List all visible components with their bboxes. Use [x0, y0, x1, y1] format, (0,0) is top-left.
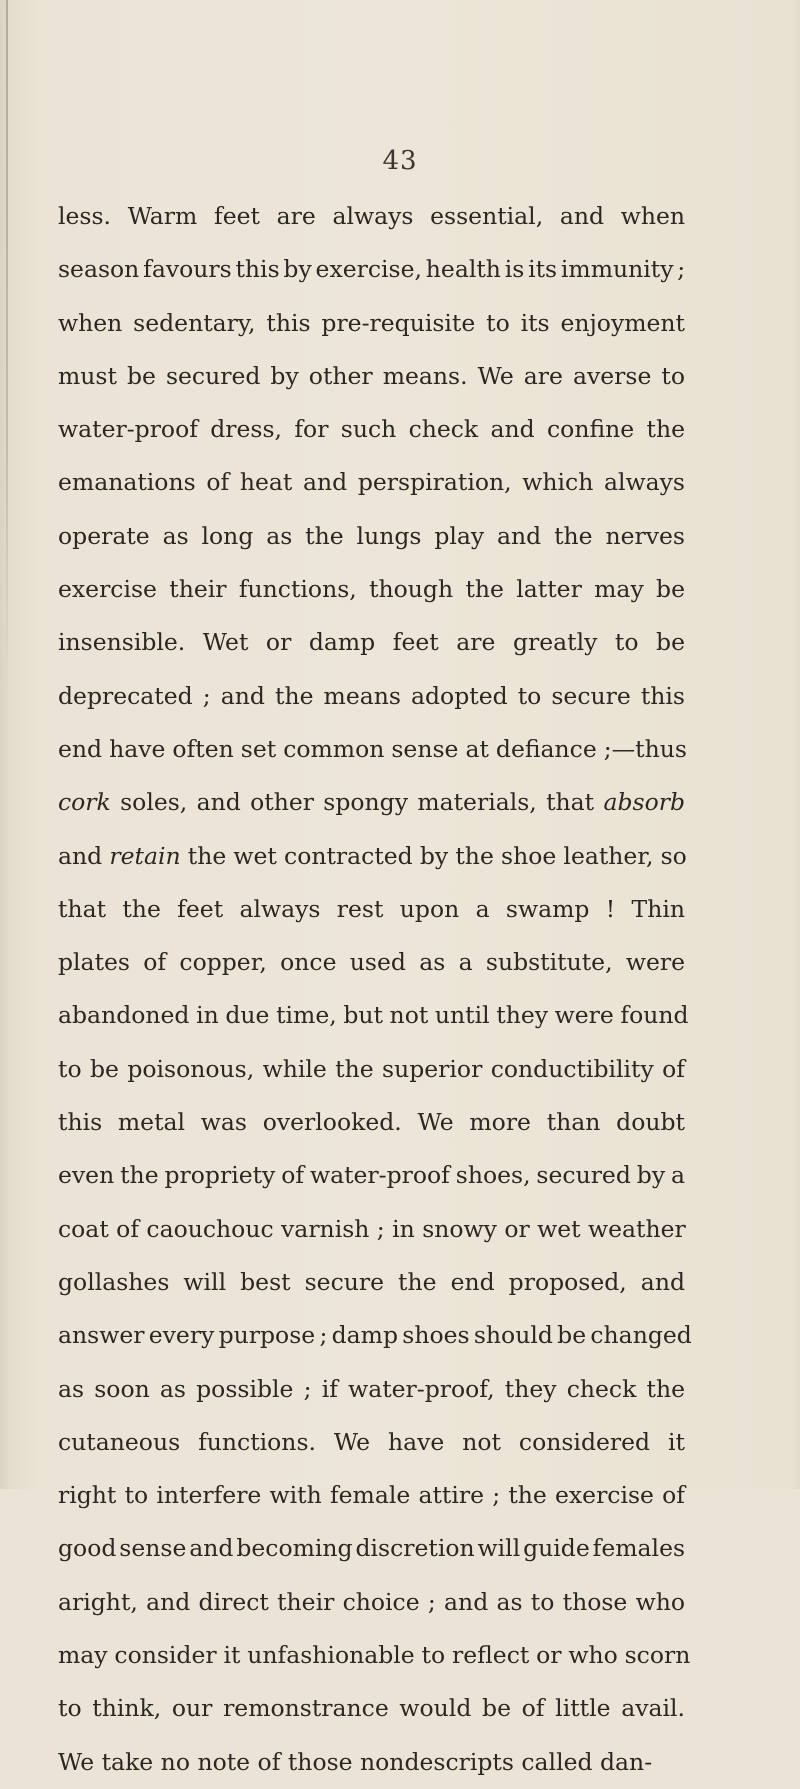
text-line-6: emanations of heat and perspiration, which always — [58, 468, 685, 497]
text-line-15: plates of copper, once used as a substitute, were — [58, 948, 685, 977]
text-line-12 — [58, 776, 685, 829]
text-line-13-rest: the wet contracted by the shoe leather, so — [180, 841, 687, 870]
text-line-4: must be secured by other means. We are averse to — [58, 361, 685, 390]
text-line-1: less. Warm feet are always essential, and when — [58, 202, 685, 230]
text-line-19: even the propriety of water-proof shoes, secured by a — [58, 1161, 685, 1190]
text-line-20: coat of caouchouc varnish ; in snowy or wet weather — [58, 1214, 686, 1243]
text-line-24: cutaneous functions. We have not considered it — [58, 1427, 685, 1456]
text-line-22: answer every purpose ; damp shoes should be changed — [58, 1321, 692, 1350]
text-line-11: end have often set common sense at defiance ;—thus — [58, 734, 687, 763]
italic-word-absorb: absorb — [603, 788, 685, 817]
text-line-26: good sense and becoming discretion will guide females — [58, 1534, 686, 1563]
text-line-10: deprecated ; and the means adopted to secure this — [58, 681, 685, 710]
binding-gutter-shadow — [6, 0, 8, 700]
text-line-25: right to interfere with female attire ; the exercise of — [58, 1481, 685, 1510]
page-number: 43 — [382, 146, 418, 176]
text-line-21: gollashes will best secure the end proposed, and — [58, 1267, 685, 1296]
text-line-5: water-proof dress, for such check and confine the — [58, 415, 685, 444]
text-line-8: exercise their functions, though the latter may be — [58, 575, 685, 604]
text-line-13-start: and — [58, 841, 110, 870]
text-line-18: this metal was overlooked. We more than doubt — [58, 1108, 685, 1137]
text-line-2: season favours this by exercise, health is its immunity ; — [58, 255, 686, 284]
body-text — [58, 190, 692, 1789]
text-line-13 — [58, 830, 685, 883]
italic-word-cork: cork — [58, 788, 111, 817]
text-line-3: when sedentary, this pre-requisite to its enjoyment — [58, 308, 685, 337]
text-line-29: to think, our remonstrance would be of little avail. — [58, 1694, 685, 1723]
italic-word-retain: retain — [109, 841, 181, 870]
text-line-12-middle: soles, and other spongy materials, that — [110, 788, 604, 817]
text-line-30: We take no note of those nondescripts called dan- — [58, 1747, 653, 1776]
text-line-9: insensible. Wet or damp feet are greatly to be — [58, 628, 685, 657]
text-line-14: that the feet always rest upon a swamp ! Thin — [58, 894, 685, 923]
text-line-7: operate as long as the lungs play and the nerves — [58, 521, 685, 550]
text-line-17: to be poisonous, while the superior conductibility of — [58, 1054, 685, 1083]
text-line-27: aright, and direct their choice ; and as to those who — [58, 1587, 685, 1616]
text-line-16: abandoned in due time, but not until they were found — [58, 1001, 689, 1030]
text-line-28: may consider it unfashionable to reflect or who scorn — [58, 1641, 691, 1670]
text-line-23: as soon as possible ; if water-proof, they check the — [58, 1374, 685, 1403]
